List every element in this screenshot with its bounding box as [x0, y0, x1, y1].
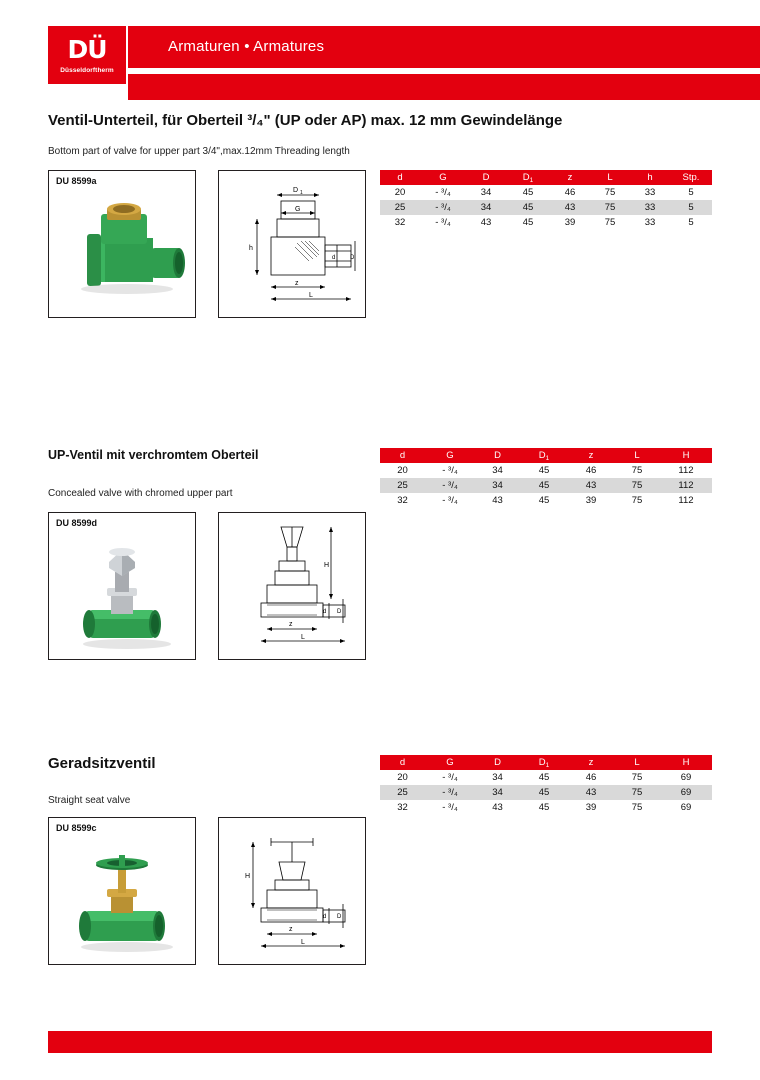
- cell-z: 46: [585, 772, 597, 783]
- cell-H: 112: [678, 495, 694, 506]
- section-title-de: Geradsitzventil: [48, 755, 156, 772]
- table-row: [380, 478, 712, 493]
- cell-D1: 45: [538, 465, 550, 476]
- cell-D: 43: [492, 802, 503, 813]
- table-row: [380, 185, 712, 200]
- cell-G: - ³/₄: [442, 772, 458, 783]
- cell-D1: 45: [506, 200, 550, 215]
- cell-z: 39: [585, 802, 597, 813]
- table-header-row: [380, 755, 712, 770]
- product-photo-8599a: [48, 170, 196, 318]
- col-L: L: [614, 755, 660, 770]
- cell-L: 75: [604, 217, 616, 228]
- svg-text:h: h: [249, 245, 253, 252]
- photo-label: DU 8599a: [56, 176, 97, 186]
- table-header-row: [380, 448, 712, 463]
- cell-H: 69: [680, 802, 692, 813]
- cell-L: 75: [631, 495, 643, 506]
- cell-L: 75: [590, 200, 630, 215]
- header-bar-bottom: [128, 74, 760, 100]
- svg-text:d: d: [323, 914, 327, 920]
- cell-G: - ³/₄: [442, 495, 458, 506]
- cell-d: 25: [380, 200, 420, 215]
- spec-table-8599a: [380, 170, 712, 230]
- cell-L: 75: [614, 478, 660, 493]
- svg-text:z: z: [295, 280, 299, 287]
- cell-d: 20: [394, 187, 406, 198]
- cell-d: 20: [397, 772, 408, 783]
- cell-G: - ³/₄: [425, 785, 475, 800]
- drawing-straight-seat-valve: [219, 818, 365, 964]
- cell-D1: 45: [520, 478, 568, 493]
- cell-L: 75: [631, 465, 643, 476]
- product-image-straight-seat-valve: [49, 837, 195, 965]
- col-h: h: [630, 170, 670, 185]
- col-d: d: [380, 170, 420, 185]
- cell-z: 43: [568, 785, 614, 800]
- svg-text:z: z: [289, 621, 293, 628]
- col-z: z: [568, 448, 614, 463]
- col-D: D: [466, 170, 506, 185]
- cell-L: 75: [604, 187, 616, 198]
- drawing-tee-valve: [219, 171, 365, 317]
- table-row: [380, 200, 712, 215]
- cell-z: 43: [568, 478, 614, 493]
- photo-label: DU 8599d: [56, 518, 98, 528]
- svg-text:H: H: [245, 873, 251, 880]
- cell-L: 75: [614, 785, 660, 800]
- svg-text:L: L: [309, 292, 313, 299]
- drawing-concealed-valve: [219, 513, 365, 659]
- svg-text:D: D: [350, 255, 355, 261]
- cell-z: 43: [550, 200, 590, 215]
- cell-G: - ³/₄: [435, 187, 451, 198]
- cell-D1: 45: [538, 495, 550, 506]
- cell-D1: 45: [520, 785, 568, 800]
- col-z: z: [550, 170, 590, 185]
- table-row: [380, 463, 712, 478]
- table-header-row: [380, 170, 712, 185]
- col-H: H: [660, 448, 712, 463]
- svg-text:D: D: [293, 187, 299, 194]
- svg-text:d: d: [332, 255, 336, 261]
- cell-D: 43: [480, 217, 492, 228]
- cell-d: 32: [397, 495, 408, 506]
- cell-D: 43: [492, 495, 503, 506]
- cell-h: 33: [630, 200, 670, 215]
- svg-text:L: L: [301, 939, 305, 946]
- cell-z: 46: [585, 465, 597, 476]
- cell-D: 34: [480, 187, 492, 198]
- product-photo-8599d: [48, 512, 196, 660]
- section-title-de: Ventil-Unterteil, für Oberteil ³/₄" (UP oder AP) max. 12 mm Gewindelänge: [48, 112, 563, 129]
- cell-d: 25: [380, 478, 425, 493]
- col-z: z: [568, 755, 614, 770]
- cell-Stp: 5: [688, 187, 694, 198]
- spec-table-8599c: [380, 755, 712, 815]
- col-D1: $D_1$: [520, 448, 568, 463]
- company-logo: [48, 26, 126, 84]
- cell-G: - ³/₄: [442, 465, 458, 476]
- cell-L: 75: [631, 802, 643, 813]
- cell-d: 20: [397, 465, 408, 476]
- col-L: L: [590, 170, 630, 185]
- logo-mark: DÜ: [67, 34, 107, 64]
- technical-drawing-8599c: [218, 817, 366, 965]
- cell-D1: 45: [522, 217, 534, 228]
- svg-text:G: G: [295, 206, 301, 213]
- table-row: [380, 215, 712, 230]
- technical-drawing-8599d: [218, 512, 366, 660]
- col-G: G: [425, 755, 475, 770]
- technical-drawing-8599a: [218, 170, 366, 318]
- cell-D1: 45: [538, 772, 550, 783]
- photo-label: DU 8599c: [56, 823, 97, 833]
- section-title-en: Straight seat valve: [48, 795, 131, 806]
- product-image-tee-valve: [49, 190, 195, 318]
- svg-text:d: d: [323, 609, 327, 615]
- cell-h: 33: [644, 217, 656, 228]
- page-header: [0, 0, 760, 100]
- cell-d: 32: [397, 802, 408, 813]
- cell-L: 75: [631, 772, 643, 783]
- logo-subtitle: Düsseldorftherm: [60, 66, 114, 74]
- cell-H: 69: [680, 772, 692, 783]
- cell-G: - ³/₄: [420, 200, 466, 215]
- col-D1: $D_1$: [520, 755, 568, 770]
- col-D: D: [475, 448, 520, 463]
- cell-D: 34: [492, 465, 503, 476]
- cell-D1: 45: [522, 187, 534, 198]
- cell-d: 32: [394, 217, 406, 228]
- cell-D: 34: [492, 772, 503, 783]
- svg-text:1: 1: [300, 190, 303, 196]
- cell-D: 34: [475, 785, 520, 800]
- cell-Stp: 5: [670, 200, 712, 215]
- col-G: G: [425, 448, 475, 463]
- col-G: G: [420, 170, 466, 185]
- spec-table-8599d: [380, 448, 712, 508]
- cell-G: - ³/₄: [442, 802, 458, 813]
- page-title: Armaturen • Armatures: [168, 38, 325, 55]
- section-title-de: UP-Ventil mit verchromtem Oberteil: [48, 448, 259, 462]
- cell-H: 112: [678, 465, 694, 476]
- cell-z: 46: [564, 187, 576, 198]
- cell-D: 34: [466, 200, 506, 215]
- product-image-concealed-valve: [49, 532, 195, 660]
- cell-G: - ³/₄: [435, 217, 451, 228]
- col-d: d: [380, 755, 425, 770]
- svg-text:D: D: [337, 609, 342, 615]
- cell-d: 25: [380, 785, 425, 800]
- table-row: [380, 770, 712, 785]
- cell-z: 39: [564, 217, 576, 228]
- svg-text:L: L: [301, 634, 305, 641]
- section-title-en: Concealed valve with chromed upper part: [48, 488, 233, 499]
- cell-H: 69: [660, 785, 712, 800]
- cell-H: 112: [660, 478, 712, 493]
- page-footer-bar: [48, 1031, 712, 1053]
- product-photo-8599c: [48, 817, 196, 965]
- col-D1: $D_1$: [506, 170, 550, 185]
- section-title-en: Bottom part of valve for upper part 3/4",max.12mm Threading length: [48, 146, 350, 157]
- col-L: L: [614, 448, 660, 463]
- cell-Stp: 5: [688, 217, 694, 228]
- svg-text:z: z: [289, 926, 293, 933]
- cell-D: 34: [475, 478, 520, 493]
- cell-z: 39: [585, 495, 597, 506]
- cell-h: 33: [644, 187, 656, 198]
- col-H: H: [660, 755, 712, 770]
- col-D: D: [475, 755, 520, 770]
- svg-text:D: D: [337, 914, 342, 920]
- svg-text:H: H: [324, 562, 330, 569]
- cell-G: - ³/₄: [425, 478, 475, 493]
- table-row: [380, 493, 712, 508]
- cell-D1: 45: [538, 802, 550, 813]
- table-row: [380, 800, 712, 815]
- table-row: [380, 785, 712, 800]
- col-d: d: [380, 448, 425, 463]
- col-Stp: Stp.: [670, 170, 712, 185]
